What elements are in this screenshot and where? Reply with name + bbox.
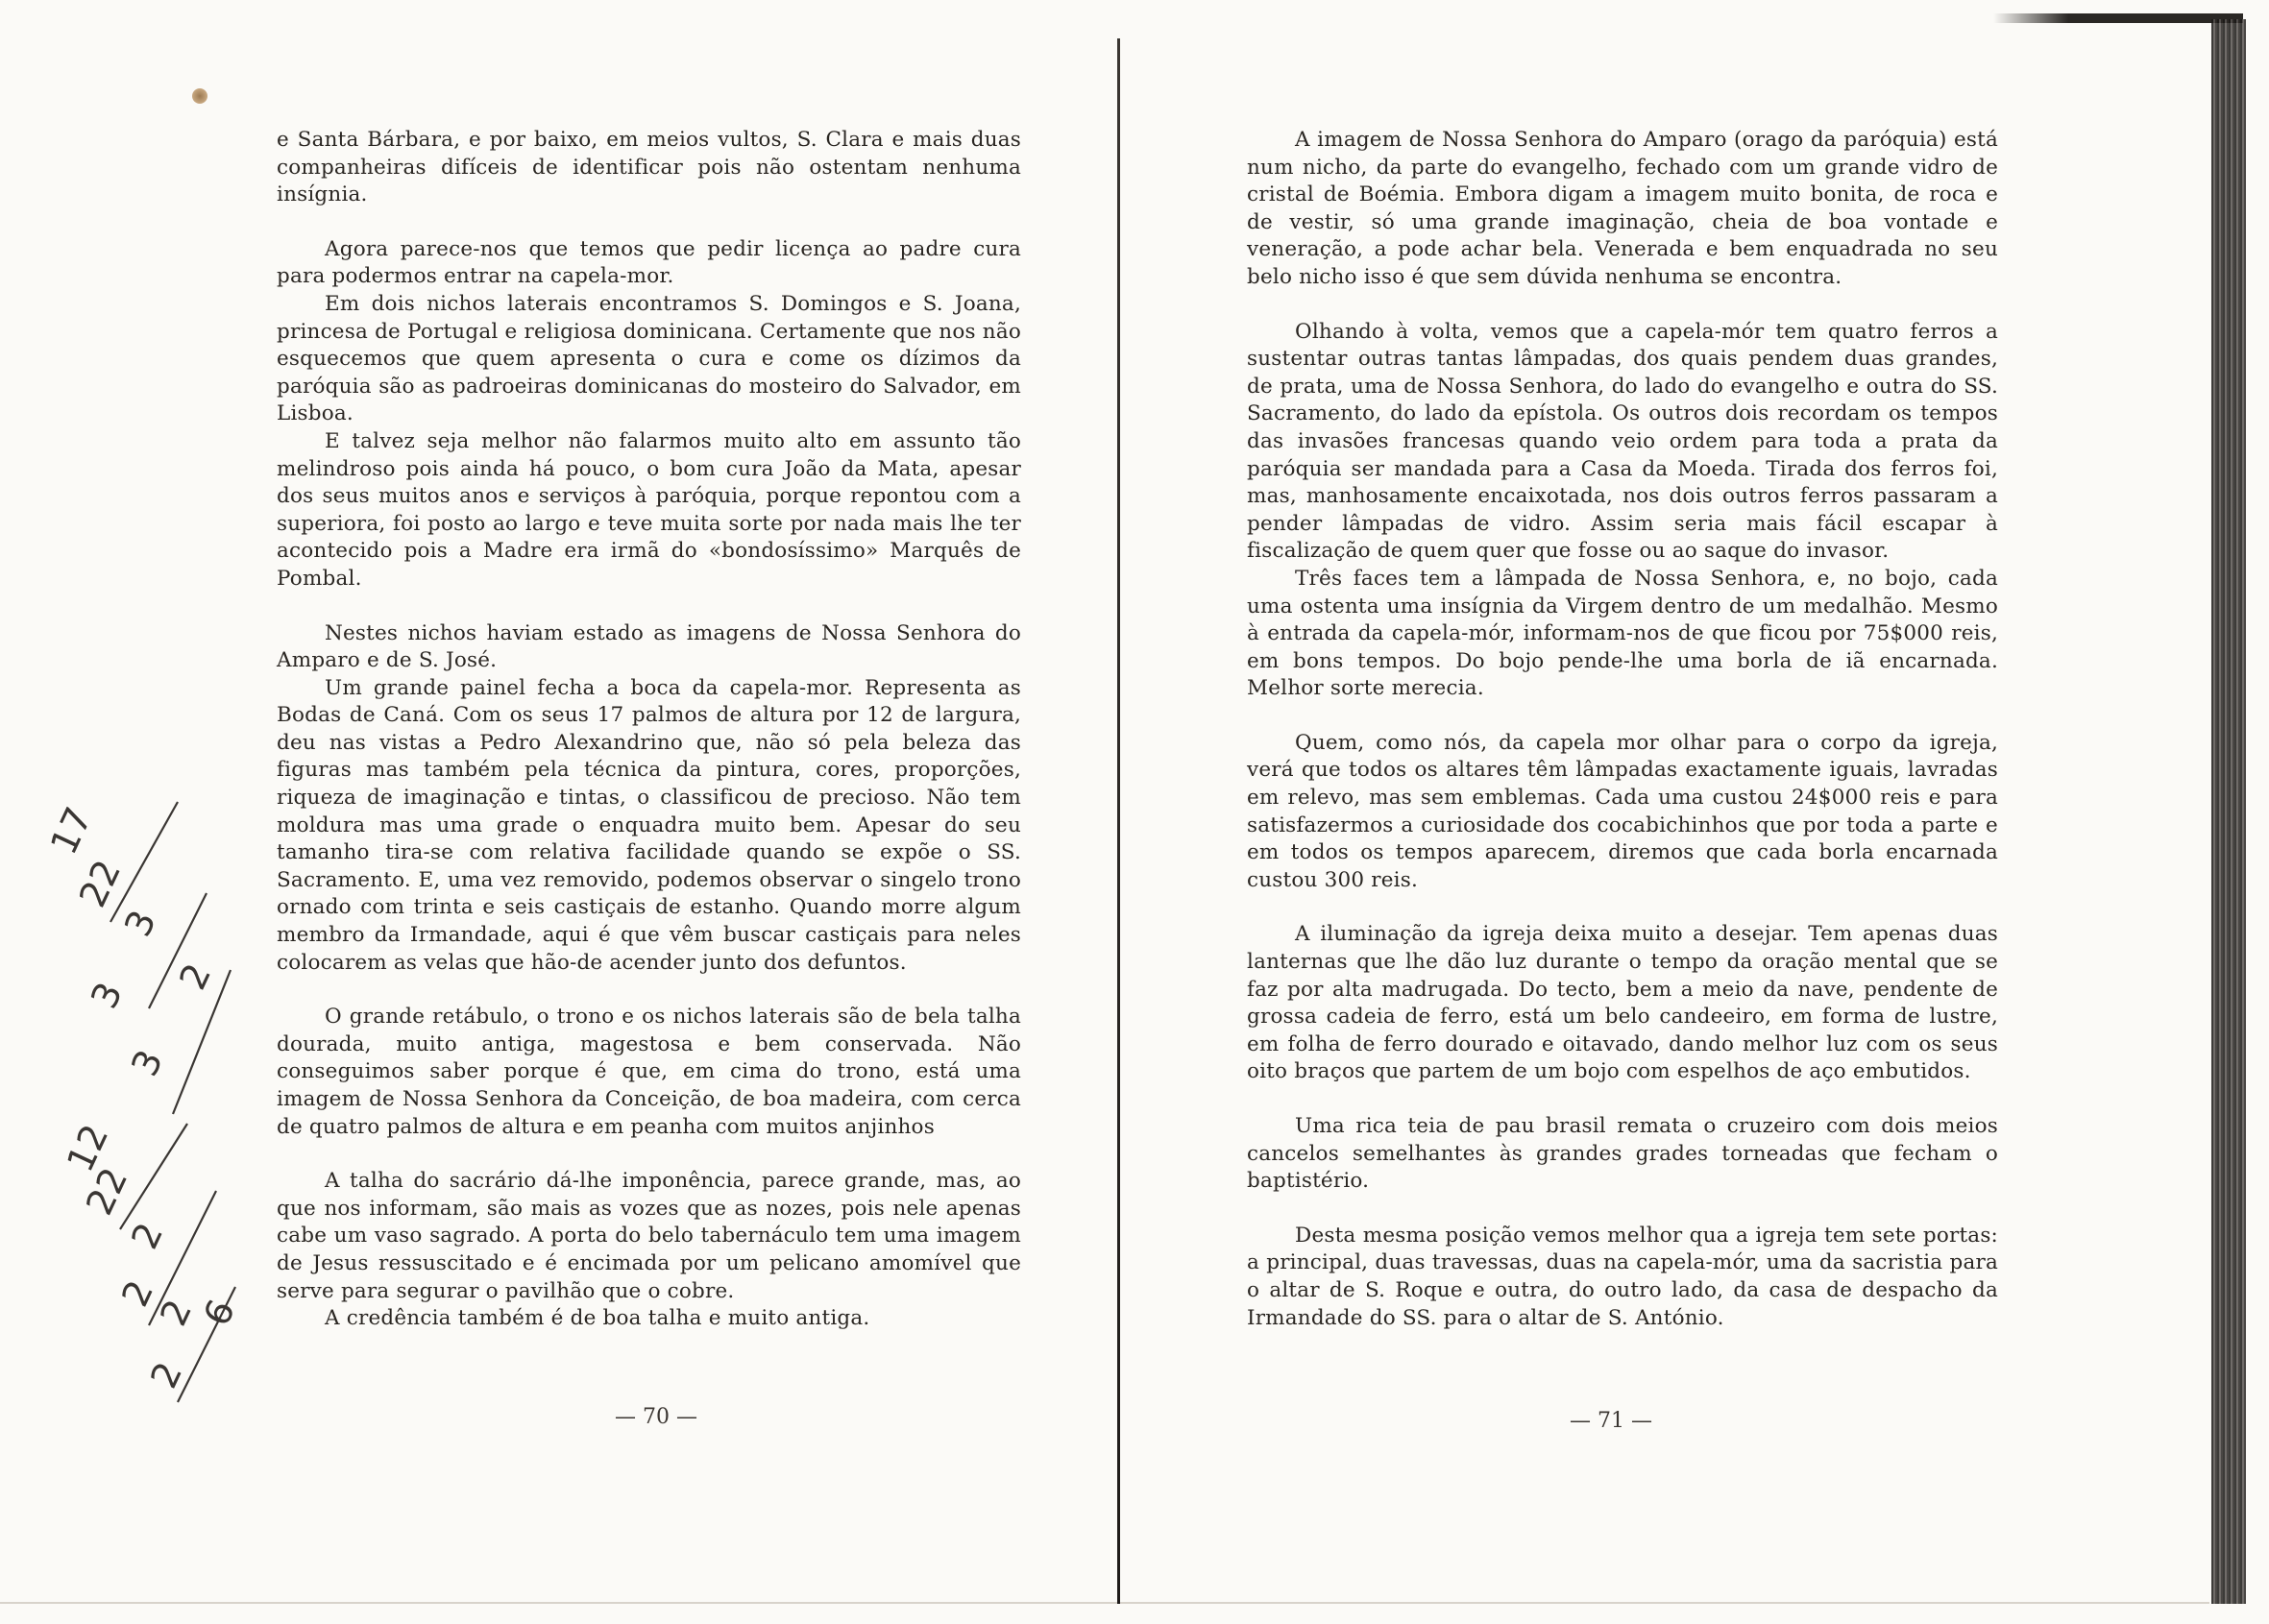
hand-note: 2 xyxy=(152,1293,201,1333)
paragraph: e Santa Bárbara, e por baixo, em meios vultos, S. Clara e mais duas companheiras difíceis de identificar pois não ostentam nenhuma insígnia. xyxy=(277,128,1021,207)
book-gutter xyxy=(1117,38,1120,1604)
paragraph: Agora parece-nos que temos que pedir licença ao padre cura para podermos entrar na capela-mor. xyxy=(277,236,1021,289)
paragraph: O grande retábulo, o trono e os nichos laterais são de bela talha dourada, muito antiga, magestosa e bem conservada. Não conseguimos saber porque é que, em cima do trono, está uma imagem de Nossa Senhora da Conceição, de boa madeira, com cerca de quatro palmos de altura e em peanha com muitos anjinhos xyxy=(277,1005,1021,1139)
paragraph: A iluminação da igreja deixa muito a desejar. Tem apenas duas lanternas que lhe dão luz durante o tempo da oração mental que se faz por alta madrugada. Do tecto, bem a meio da nave, pendente de grossa cadeia de ferro, está um belo candeeiro, em forma de lustre, em folha de ferro dourado e oitavado, dando melhor luz com os seus oito braços que partem de um bojo com espelhos de aço embutidos. xyxy=(1247,922,1998,1084)
handwritten-margin-notes xyxy=(41,788,255,1412)
page-edge xyxy=(2211,19,2246,1604)
paragraph: Em dois nichos laterais encontramos S. Domingos e S. Joana, princesa de Portugal e religiosa dominicana. Certamente que nos não esquecemos que quem apresenta o cura e come os dízimos da paróquia são as padroeiras dominicanas do mosteiro do Salvador, em Lisboa. xyxy=(277,291,1021,426)
page-bottom-edge xyxy=(0,1602,2209,1604)
hand-stroke xyxy=(110,802,178,922)
right-page-text xyxy=(1247,127,1998,1332)
hand-note: 3 xyxy=(83,976,132,1015)
paragraph: Olhando à volta, vemos que a capela-mór tem quatro ferros a sustentar outras tantas lâmpadas, dos quais pendem duas grandes, de prata, uma de Nossa Senhora, do lado do evangelho e outra do SS. Sacramento, do lado da epístola. Os outros dois recordam os tempos das invasões francesas quando veio ordem para toda a prata da paróquia ser mandada para a Casa da Moeda. Tirada dos ferros foi, mas, manhosamente encaixotada, nos dois outros ferros passaram a pender lâmpadas de vidro. Assim seria mais fácil escapar à fiscalização de quem quer que fosse ou ao saque do invasor. xyxy=(1247,319,1998,564)
paragraph: Desta mesma posição vemos melhor qua a igreja tem sete portas: a principal, duas travessas, duas na capela-mór, uma da sacristia para o altar de S. Roque e outra, do outro lado, da casa de despacho da Irmandade do SS. para o altar de S. António. xyxy=(1247,1223,1998,1330)
page-number-left: — 70 — xyxy=(615,1405,697,1429)
page-number-right: — 71 — xyxy=(1570,1409,1652,1433)
paragraph: Um grande painel fecha a boca da capela-mor. Representa as Bodas de Caná. Com os seus 17 palmos de altura por 12 de largura, deu nas vistas a Pedro Alexandrino que, não só pela beleza das figuras mas também pela técnica da pintura, cores, proporções, riqueza de imaginação e tintas, o classificou de precioso. Não tem moldura mas uma grade o enquadra muito bem. Apesar do seu tamanho tira-se com relativa facilidade quando se expõe o SS. Sacramento. E, uma vez removido, podemos observar o singelo trono ornado com trinta e seis castiçais de estanho. Quando morre algum membro da Irmandade, aqui é que vêm buscar castiçais para neles colocarem as velas que hão-de acender junto dos defuntos. xyxy=(277,675,1021,975)
hand-note: 6 xyxy=(195,1293,244,1333)
paragraph: Quem, como nós, da capela mor olhar para o corpo da igreja, verá que todos os altares têm lâmpadas exactamente iguais, lavradas em relevo, mas sem emblemas. Cada uma custou 24$000 reis e para satisfazermos a curiosidade dos cocabichinhos que por toda a parte e em todos os tempos aparecem, diremos que cada borla encarnada custou 300 reis. xyxy=(1247,730,1998,892)
paragraph: A talha do sacrário dá-lhe imponência, parece grande, mas, ao que nos informam, são mais as vozes que as nozes, pois nele apenas cabe um vaso sagrado. A porta do belo tabernáculo tem uma imagem de Jesus ressuscitado e é encimada por um pelicano amomível que serve para segurar o pavilhão que o cobre. xyxy=(277,1169,1021,1303)
hand-note: 22 xyxy=(78,1161,136,1222)
hand-note: 22 xyxy=(70,853,130,914)
hand-note: 3 xyxy=(123,1043,172,1083)
paragraph: E talvez seja melhor não falarmos muito alto em assunto tão melindroso pois ainda há pouco, o bom cura João da Mata, apesar dos seus muitos anos e serviços à paróquia, porque repontou com a superiora, foi posto ao largo e teve muita sorte por nada mais lhe ter acontecido pois a Madre era irmã do «bondosíssimo» Marquês de Pombal. xyxy=(277,428,1021,591)
paragraph: A credência também é de boa talha e muito antiga. xyxy=(325,1306,870,1331)
left-page-text xyxy=(277,127,1021,1333)
hand-note: 2 xyxy=(123,1216,172,1256)
hand-stroke xyxy=(120,1124,187,1229)
hand-note: 2 xyxy=(171,957,220,997)
paragraph: Uma rica teia de pau brasil remata o cruzeiro com dois meios cancelos semelhantes às grandes grades torneadas que fecham o baptistério. xyxy=(1247,1114,1998,1194)
stain-mark xyxy=(192,88,207,104)
hand-note: 2 xyxy=(113,1273,162,1314)
hand-note: 17 xyxy=(41,800,101,861)
paragraph: Nestes nichos haviam estado as imagens de Nossa Senhora do Amparo e de S. José. xyxy=(277,620,1021,673)
hand-note: 12 xyxy=(59,1118,117,1178)
paragraph: A imagem de Nossa Senhora do Amparo (orago da paróquia) está num nicho, da parte do evangelho, fechado com um grande vidro de cristal de Boémia. Embora digam a imagem muito bonita, de roca e de vestir, só uma grande imaginação, cheia de boa vontade e veneração, a pode achar bela. Venerada e bem enquadrada no seu belo nicho isso é que sem dúvida nenhuma se encontra. xyxy=(1247,128,1998,289)
paragraph: Três faces tem a lâmpada de Nossa Senhora, e, no bojo, cada uma ostenta uma insígnia da Virgem dentro de um medalhão. Mesmo à entrada da capela-mór, informam-nos de que ficou por 75$000 reis, em bons tempos. Do bojo pende-lhe uma borla de iã encarnada. Melhor sorte merecia. xyxy=(1247,566,1998,701)
hand-note: 2 xyxy=(142,1355,191,1395)
hand-note: 3 xyxy=(116,904,165,943)
scan-shadow xyxy=(1993,13,2243,23)
